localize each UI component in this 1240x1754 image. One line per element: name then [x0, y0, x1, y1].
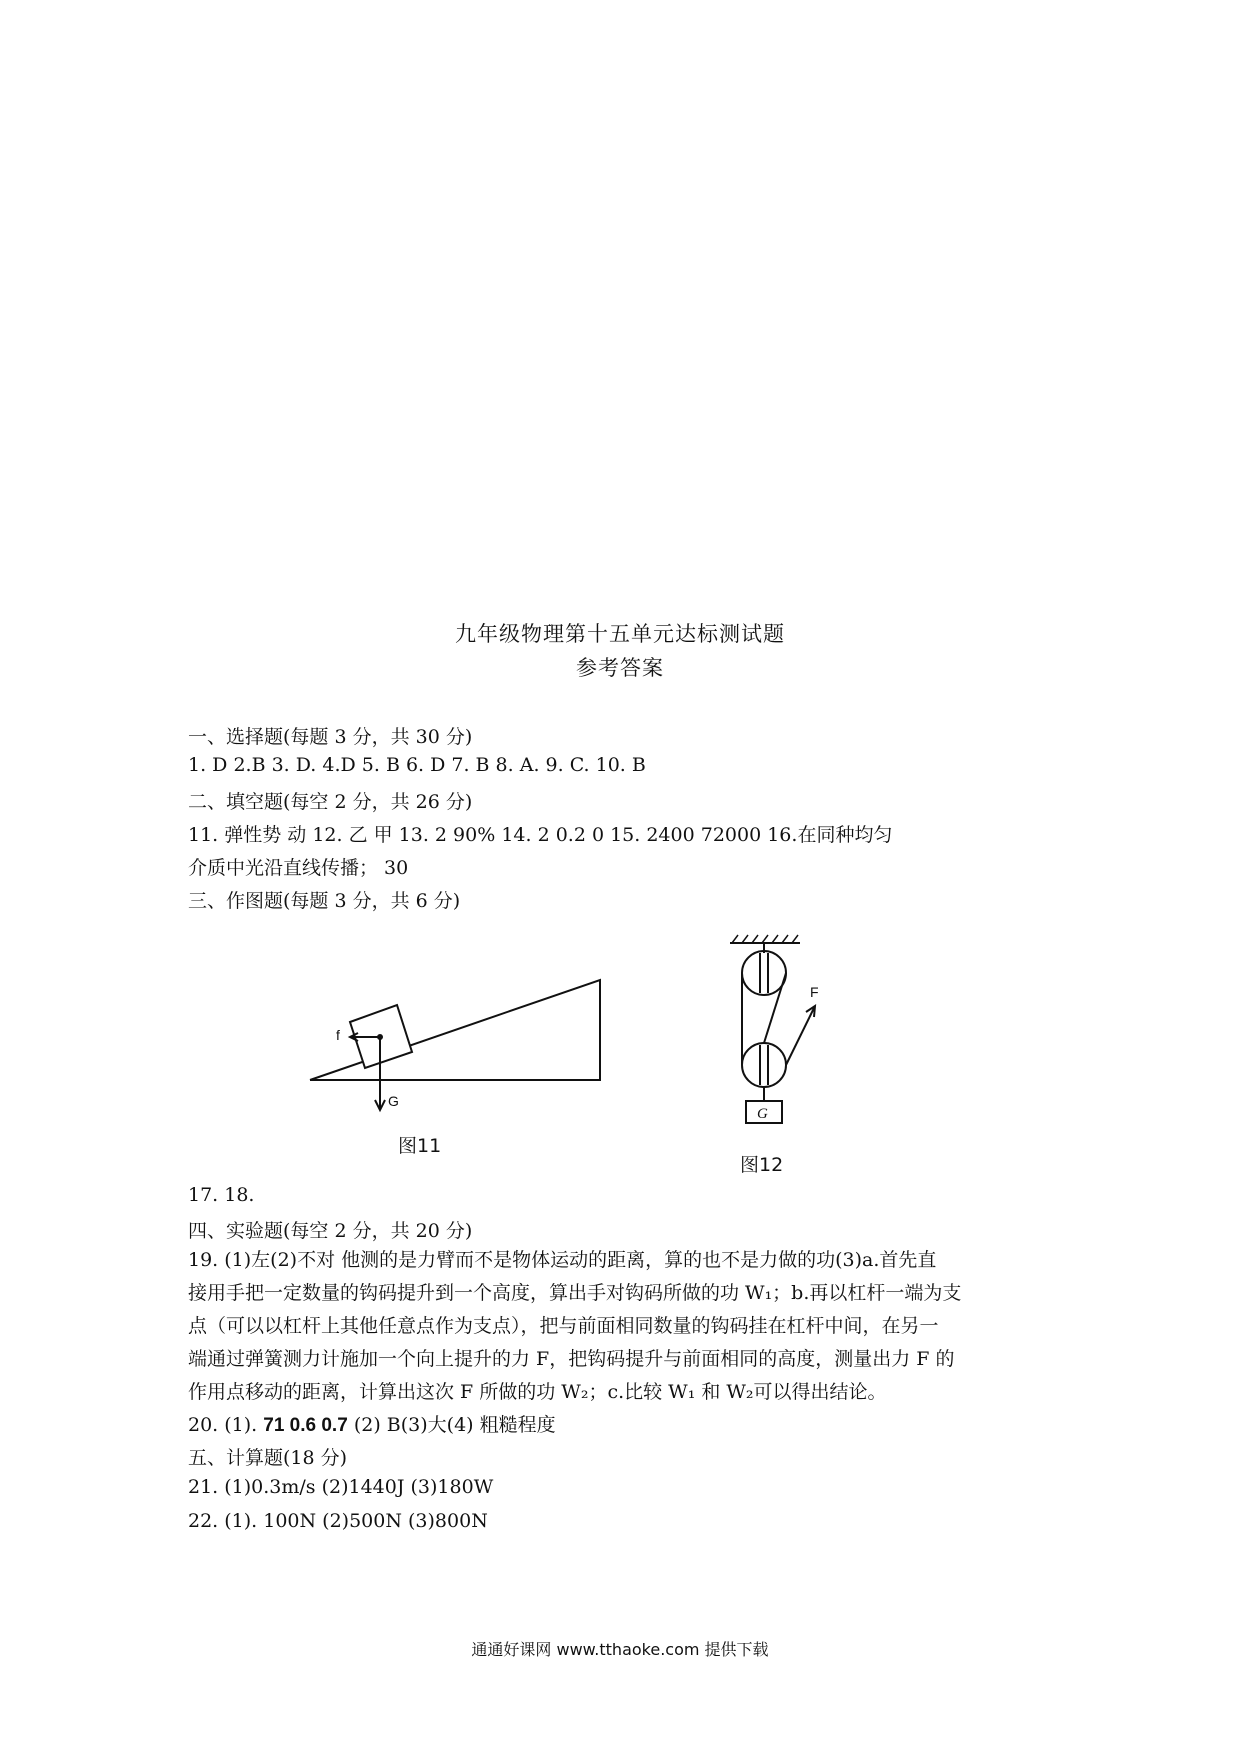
- q21-answer: 21. (1)0.3m/s (2)1440J (3)180W: [188, 1476, 494, 1498]
- section-2-answers-line1: 11. 弹性势 动 12. 乙 甲 13. 2 90% 14. 2 0.2 0 15. 2400 72000 16.在同种均匀: [188, 824, 893, 846]
- q20-prefix: 20. (1).: [188, 1414, 258, 1436]
- section-2-heading: 二、填空题(每空 2 分，共 26 分): [188, 791, 473, 813]
- section-1-heading: 一、选择题(每题 3 分，共 30 分): [188, 726, 473, 748]
- section-4-heading: 四、实验题(每空 2 分，共 20 分): [188, 1220, 473, 1242]
- footer-download-notice: 通通好课网 www.tthaoke.com 提供下载: [471, 1640, 769, 1659]
- fixed-pulley: [742, 951, 786, 995]
- figure-12: [700, 925, 830, 1185]
- rope-pull: [786, 1008, 814, 1065]
- section-3-heading: 三、作图题(每题 3 分，共 6 分): [188, 890, 461, 912]
- q19-line-4: 端通过弹簧测力计施加一个向上提升的力 F，把钩码提升与前面相同的高度，测量出力 F 的: [188, 1348, 955, 1370]
- q20-bold-values: 71 0.6 0.7: [263, 1415, 348, 1436]
- section-1-answers: 1. D 2.B 3. D. 4.D 5. B 6. D 7. B 8. A. 9. C. 10. B: [188, 754, 646, 776]
- q19-line-3: 点（可以以杠杆上其他任意点作为支点），把与前面相同数量的钩码挂在杠杆中间，在另一: [188, 1315, 939, 1337]
- q22-answer: 22. (1). 100N (2)500N (3)800N: [188, 1510, 488, 1532]
- figure-11: [300, 960, 620, 1160]
- document-subtitle: 参考答案: [576, 656, 664, 680]
- figure-12-caption: 图12: [740, 1154, 784, 1176]
- q20-suffix: (2) B(3)大(4) 粗糙程度: [353, 1414, 556, 1436]
- q20-answer: [188, 1410, 556, 1437]
- q19-line-1: 19. (1)左(2)不对 他测的是力臂而不是物体运动的距离，算的也不是力做的功(3)a.首先直: [188, 1249, 937, 1271]
- section-5-heading: 五、计算题(18 分): [188, 1447, 348, 1469]
- section-2-answers-line2: 介质中光沿直线传播； 30: [188, 857, 409, 879]
- movable-pulley: [742, 1043, 786, 1087]
- q19-line-5: 作用点移动的距离，计算出这次 F 所做的功 W₂；c.比较 W₁ 和 W₂可以得出结论。: [188, 1381, 887, 1403]
- friction-label: f: [336, 1027, 340, 1043]
- weight-label: G: [757, 1106, 768, 1122]
- q19-answer: [188, 1244, 1068, 1409]
- pull-force-label: F: [810, 984, 819, 1000]
- q19-line-2: 接用手把一定数量的钩码提升到一个高度，算出手对钩码所做的功 W₁；b.再以杠杆一端为支: [188, 1282, 962, 1304]
- gravity-label: G: [388, 1093, 399, 1109]
- section-3-answers: 17. 18.: [188, 1184, 255, 1206]
- document-title: 九年级物理第十五单元达标测试题: [455, 622, 785, 646]
- figure-11-caption: 图11: [398, 1135, 442, 1157]
